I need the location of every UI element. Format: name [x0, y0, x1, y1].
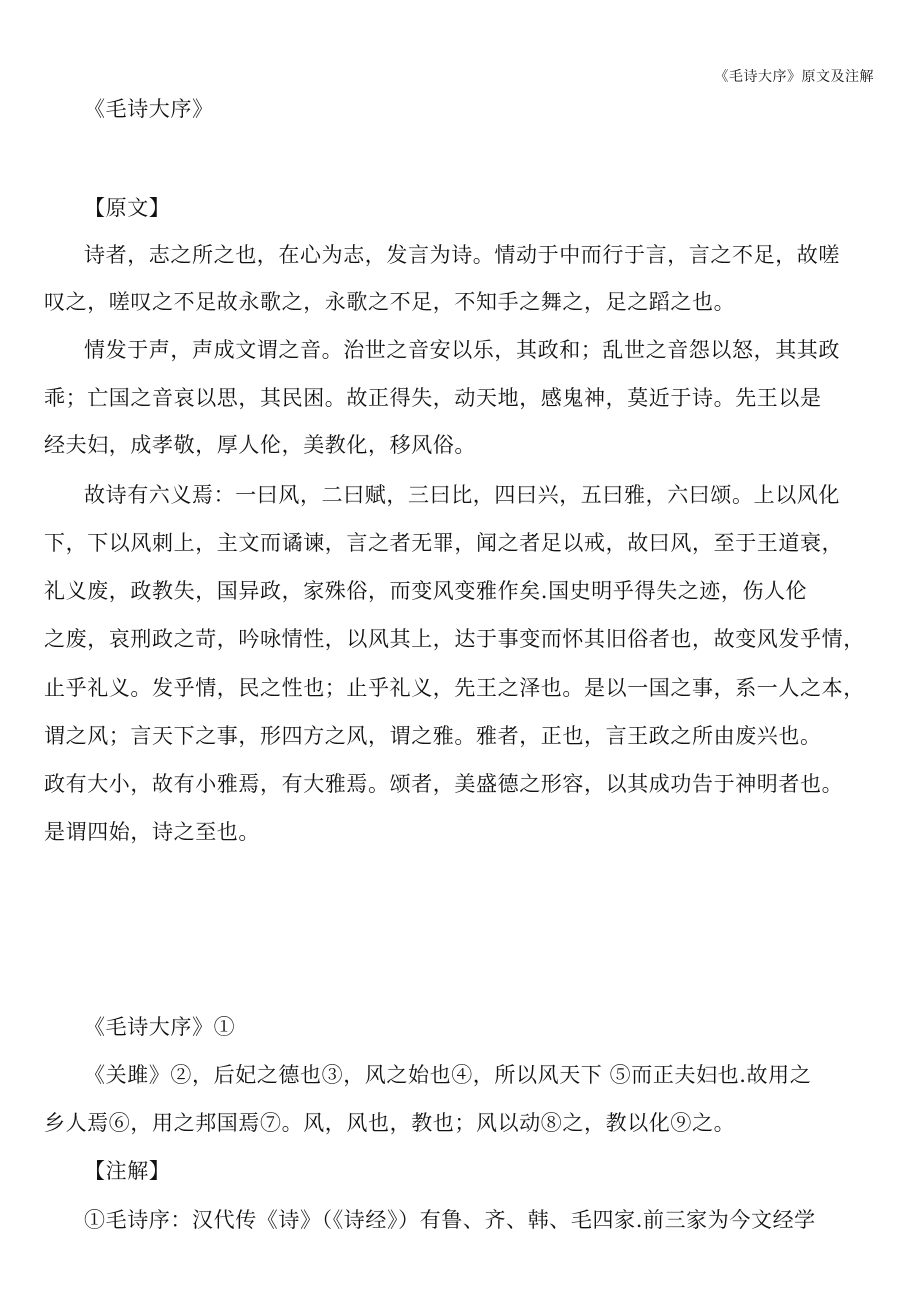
original-text-heading: 【原文】	[84, 196, 171, 220]
paragraph-line: 诗者，志之所之也，在心为志，发言为诗。情动于中而行于言，言之不足，故嗟	[84, 243, 840, 267]
annotated-title: 《毛诗大序》①	[84, 1015, 236, 1039]
paragraph-line: 政有大小，故有小雅焉，有大雅焉。颂者，美盛德之形容，以其成功告于神明者也。	[44, 772, 844, 796]
annotated-line: 《关雎》②，后妃之德也③，风之始也④，所以风天下 ⑤而正夫妇也.故用之	[84, 1063, 812, 1087]
paragraph-line: 经夫妇，成孝敬，厚人伦，美教化，移风俗。	[44, 433, 476, 457]
paragraph-line: 谓之风；言天下之事，形四方之风，谓之雅。雅者，正也，言王政之所由废兴也。	[44, 724, 822, 748]
paragraph-line: 止乎礼义。发乎情，民之性也；止乎礼义，先王之泽也。是以一国之事，系一人之本，	[44, 676, 865, 700]
note-line: ①毛诗序：汉代传《诗》（《诗经》）有鲁、齐、韩、毛四家.前三家为今文经学	[84, 1208, 816, 1232]
annotated-line: 乡人焉⑥，用之邦国焉⑦。风，风也，教也；风以动⑧之，教以化⑨之。	[44, 1111, 736, 1135]
paragraph-line: 叹之，嗟叹之不足故永歌之，永歌之不足，不知手之舞之，足之蹈之也。	[44, 290, 736, 314]
paragraph-line: 是谓四始，诗之至也。	[44, 820, 260, 844]
paragraph-line: 故诗有六义焉：一曰风，二曰赋，三曰比，四曰兴，五曰雅，六曰颂。上以风化	[84, 483, 840, 507]
notes-heading: 【注解】	[84, 1159, 171, 1183]
running-header: 《毛诗大序》原文及注解	[714, 69, 874, 85]
paragraph-line: 下，下以风刺上，主文而谲谏，言之者无罪，闻之者足以戒，故曰风，至于王道衰，	[44, 531, 844, 555]
document-title: 《毛诗大序》	[84, 97, 214, 121]
paragraph-line: 之废，哀刑政之苛，吟咏情性，以风其上，达于事变而怀其旧俗者也，故变风发乎情，	[44, 627, 865, 651]
paragraph-line: 乖；亡国之音哀以思，其民困。故正得失，动天地，感鬼神，莫近于诗。先王以是	[44, 386, 822, 410]
paragraph-line: 情发于声，声成文谓之音。治世之音安以乐，其政和；乱世之音怨以怒，其其政	[84, 338, 840, 362]
paragraph-line: 礼义废，政教失，国异政，家殊俗，而变风变雅作矣.国史明乎得失之迹，伤人伦	[44, 579, 808, 603]
